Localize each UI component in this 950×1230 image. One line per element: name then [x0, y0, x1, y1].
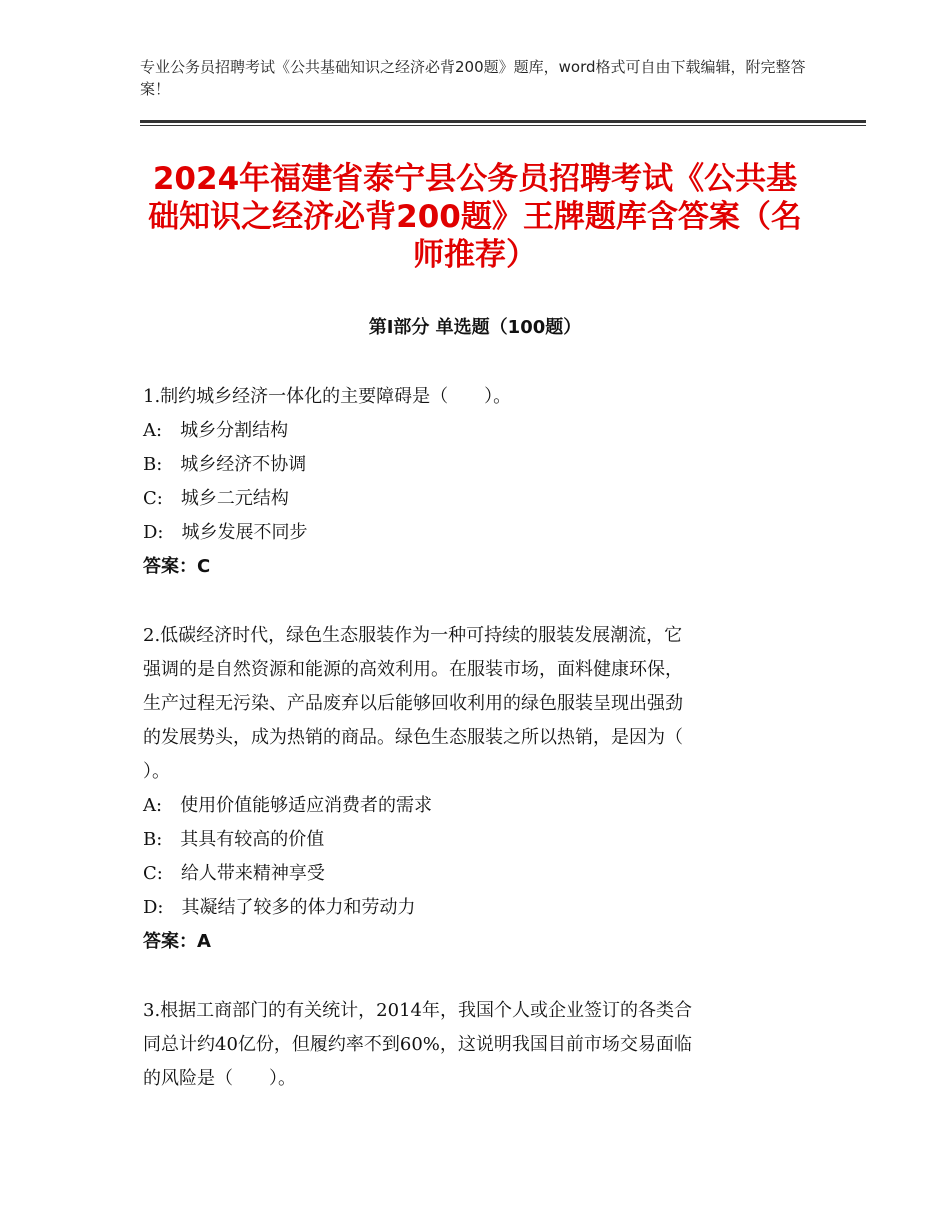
option-b: B: 其具有较高的价值	[143, 829, 325, 850]
header-rule-thin	[140, 125, 866, 126]
question-stem-line: 1.制约城乡经济一体化的主要障碍是（ ）。	[143, 386, 512, 407]
question-3	[143, 994, 803, 1096]
option-d: D: 城乡发展不同步	[143, 522, 308, 543]
option-a: A: 使用价值能够适应消费者的需求	[143, 795, 433, 816]
answer-label: 答案：C	[143, 556, 211, 577]
option-b: B: 城乡经济不协调	[143, 454, 307, 475]
question-stem-line: 2.低碳经济时代，绿色生态服装作为一种可持续的服装发展潮流，它	[143, 625, 683, 646]
question-2	[143, 619, 803, 959]
option-d: D: 其凝结了较多的体力和劳动力	[143, 897, 416, 918]
document-title: 2024年福建省泰宁县公务员招聘考试《公共基础知识之经济必背200题》王牌题库含答案（名师推荐）	[148, 161, 802, 273]
question-stem-line: 3.根据工商部门的有关统计，2014年，我国个人或企业签订的各类合	[143, 1000, 692, 1021]
question-1	[143, 380, 803, 584]
question-stem-line: ）。	[143, 761, 170, 782]
header-note: 专业公务员招聘考试《公共基础知识之经济必背200题》题库，word格式可自由下载编辑，附完整答案！	[140, 58, 806, 98]
question-stem-line: 的发展势头，成为热销的商品。绿色生态服装之所以热销，是因为（	[143, 727, 683, 748]
question-stem-line: 同总计约40亿份，但履约率不到60%，这说明我国目前市场交易面临	[143, 1034, 692, 1055]
header-rule-thick	[140, 120, 866, 123]
answer-label: 答案：A	[143, 931, 211, 952]
option-c: C: 城乡二元结构	[143, 488, 289, 509]
question-stem-line: 的风险是（ ）。	[143, 1068, 296, 1089]
option-a: A: 城乡分割结构	[143, 420, 289, 441]
section-heading: 第Ⅰ部分 单选题（100题）	[368, 317, 582, 338]
question-stem-line: 强调的是自然资源和能源的高效利用。在服装市场，面料健康环保，	[143, 659, 683, 680]
question-stem-line: 生产过程无污染、产品废弃以后能够回收利用的绿色服装呈现出强劲	[143, 693, 683, 714]
option-c: C: 给人带来精神享受	[143, 863, 325, 884]
